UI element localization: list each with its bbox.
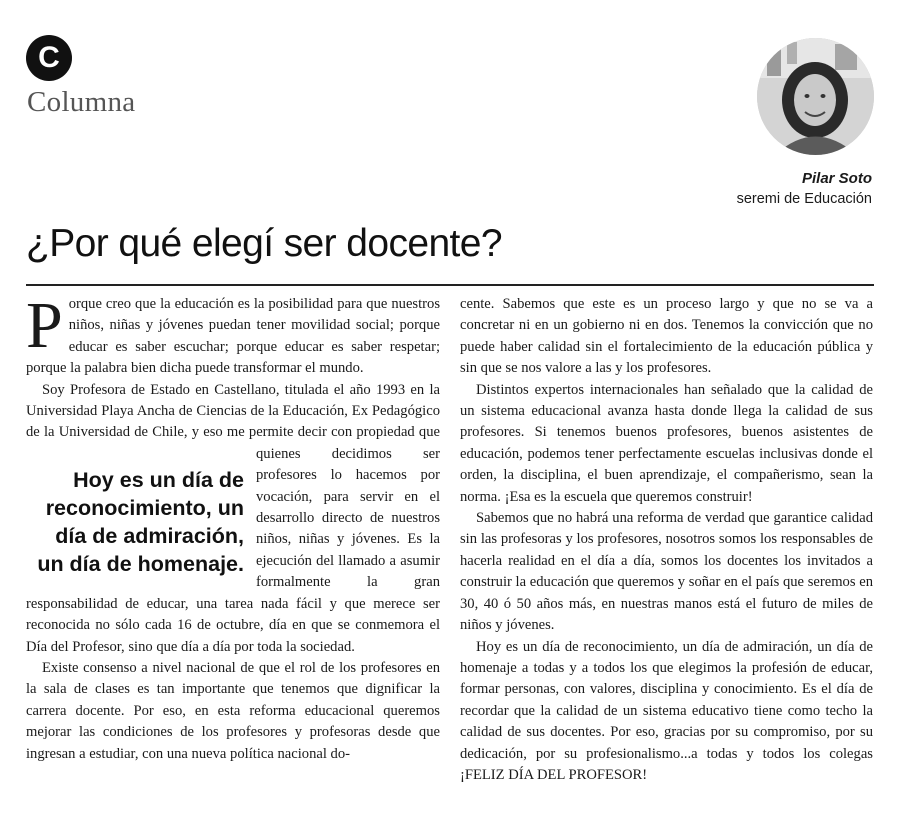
paragraph-text: propiedad que quienes decidimos ser profesores lo hacemos por vocación, para servir en el desarrollo directo de nuestros niños, niñas y jóvenes. Es la ejecución del llamado a asumir formalmente la gran responsabilidad de educar, una tarea nada fácil y que merece ser reconocida no sólo cada 16 de octubre, día en que se conmemora el Día del Profesor, sino que día a día por toda la sociedad.	[26, 424, 440, 655]
author-photo	[757, 38, 874, 155]
paragraph: Distintos expertos internacionales han señalado que la calidad de un sistema educacional avanza hasta donde llega la calidad de sus profesores. Si tenemos buenos profesores, buenos asistentes de educación, podemos tener perfectamente escuelas inclusivas donde el orden, la disciplina, el buen aprendizaje, el compañerismo, sean la norma. ¡Esa es la escuela que queremos construir!	[460, 381, 873, 505]
article-headline: ¿Por qué elegí ser docente?	[26, 222, 502, 265]
paragraph: Hoy es un día de reconocimiento, un día de admiración, un día de homenaje a todas y a todos los que elegimos la profesión de educar, formar personas, con valores, disciplina y conocimiento. Es el día de recordar que la calidad de un sistema educativo tiene como techo la calidad de sus docentes. Por eso, gracias por su compromiso, por su dedicación, por su profesionalismo...a todas y todos los colegas ¡FELIZ DÍA DEL PROFESOR!	[460, 638, 873, 783]
paragraph	[26, 289, 440, 380]
headline-divider	[26, 284, 874, 286]
paragraph: cente. Sabemos que este es un proceso largo y que no se va a concretar ni en un gobierno ni en dos. Tenemos la convicción que no puede haber calidad sin el fortalecimiento de la educación pública y sin que se nos valore a las y los profesores.	[460, 296, 873, 377]
section-badge: C	[26, 35, 72, 81]
section-label: Columna	[27, 86, 136, 118]
paragraph-text: Soy Profesora de Estado en Castellano, titulada el año 1993 en la Universidad Playa Ancha de Ciencias de la Educación, Ex Pedagógico de la Universidad de Chile, y eso me permite decir con	[26, 381, 440, 441]
paragraph: Sabemos que no habrá una reforma de verdad que garantice calidad sin las profesoras y los profesores, nosotros somos los responsables de hacerla realidad en el día a día, somos los docentes los invitados a construir la educación que queremos y soñar en el país que seremos en 30, 40 ó 50 años más, en nuestras manos está el futuro de miles de niños y jóvenes.	[460, 510, 873, 634]
paragraph-text: orque creo que la educación es la posibilidad para que nuestros niños, niñas y jóvenes puedan tener movilidad social; porque educar es saber escuchar; porque educar es saber respetar; porque la palabra bien dicha puede transformar el mundo.	[26, 296, 440, 377]
article-column-right	[460, 294, 873, 786]
paragraph: Existe consenso a nivel nacional de que el rol de los profesores en la sala de clases es tan importante que tenemos que dignificar la carrera docente. Por eso, en esta reforma educacional queremos mejorar las condiciones de los profesores y profesoras desde que ingresan a estudiar, con una nueva política nacional do-	[26, 659, 440, 762]
author-role: seremi de Educación	[736, 191, 872, 207]
paragraph	[26, 380, 440, 658]
drop-cap: P	[26, 289, 63, 362]
pull-quote: Hoy es un día de reconocimiento, un día de admiración, un día de homenaje.	[37, 467, 244, 576]
author-name: Pilar Soto	[801, 170, 872, 187]
article-column-left	[26, 289, 440, 765]
